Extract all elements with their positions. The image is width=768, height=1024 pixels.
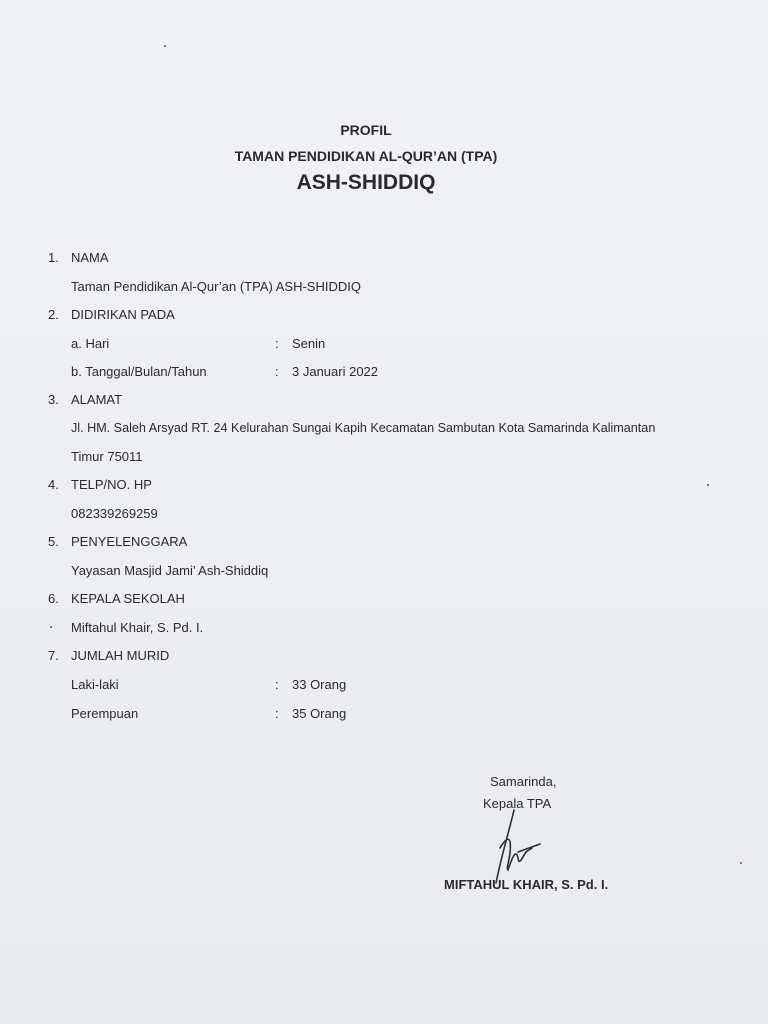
section-title-jumlah-murid: JUMLAH MURID <box>71 648 170 663</box>
signature-name: MIFTAHUL KHAIR, S. Pd. I. <box>444 877 609 892</box>
colon-hari: : <box>275 336 279 351</box>
label-perempuan: Perempuan <box>71 706 139 721</box>
value-kepala-sekolah: Miftahul Khair, S. Pd. I. <box>71 620 204 635</box>
section-number-3: 3. <box>48 392 59 407</box>
value-laki-laki: 33 Orang <box>292 677 347 692</box>
label-hari: a. Hari <box>71 336 110 351</box>
value-alamat-line2: Timur 75011 <box>71 449 143 464</box>
colon-tanggal: : <box>275 364 279 379</box>
value-hari: Senin <box>292 336 326 351</box>
value-nama: Taman Pendidikan Al-Qur’an (TPA) ASH-SHIDDIQ <box>71 279 361 294</box>
value-penyelenggara: Yayasan Masjid Jami’ Ash-Shiddiq <box>71 563 269 578</box>
scan-speck <box>740 862 742 864</box>
value-alamat-line1: Jl. HM. Saleh Arsyad RT. 24 Kelurahan Sungai Kapih Kecamatan Sambutan Kota Samarinda Kalimantan <box>71 421 656 435</box>
colon-perempuan: : <box>275 706 279 721</box>
scan-speck <box>164 45 166 47</box>
section-title-alamat: ALAMAT <box>71 392 123 407</box>
section-number-1: 1. <box>48 250 59 265</box>
section-title-didirikan: DIDIRIKAN PADA <box>71 307 175 322</box>
value-perempuan: 35 Orang <box>292 706 347 721</box>
doc-title-ash-shiddiq: ASH-SHIDDIQ <box>296 171 436 194</box>
section-title-nama: NAMA <box>71 250 109 265</box>
section-title-telp: TELP/NO. HP <box>71 477 152 492</box>
section-number-5: 5. <box>48 534 59 549</box>
doc-heading-institution: TAMAN PENDIDIKAN AL-QUR’AN (TPA) <box>234 148 498 164</box>
scan-speck <box>707 484 709 486</box>
colon-laki-laki: : <box>275 677 279 692</box>
signature-place: Samarinda, <box>490 774 557 789</box>
label-tanggal: b. Tanggal/Bulan/Tahun <box>71 364 207 379</box>
section-number-2: 2. <box>48 307 59 322</box>
label-laki-laki: Laki-laki <box>71 677 119 692</box>
handwritten-signature <box>482 808 552 888</box>
section-number-4: 4. <box>48 477 59 492</box>
section-title-kepala-sekolah: KEPALA SEKOLAH <box>71 591 185 606</box>
doc-heading-profil: PROFIL <box>340 122 392 138</box>
section-number-7: 7. <box>48 648 59 663</box>
value-telp: 082339269259 <box>71 506 158 521</box>
section-number-6: 6. <box>48 591 59 606</box>
scan-speck <box>50 626 52 628</box>
signature-role: Kepala TPA <box>483 796 552 811</box>
value-tanggal: 3 Januari 2022 <box>292 364 379 379</box>
section-title-penyelenggara: PENYELENGGARA <box>71 534 188 549</box>
